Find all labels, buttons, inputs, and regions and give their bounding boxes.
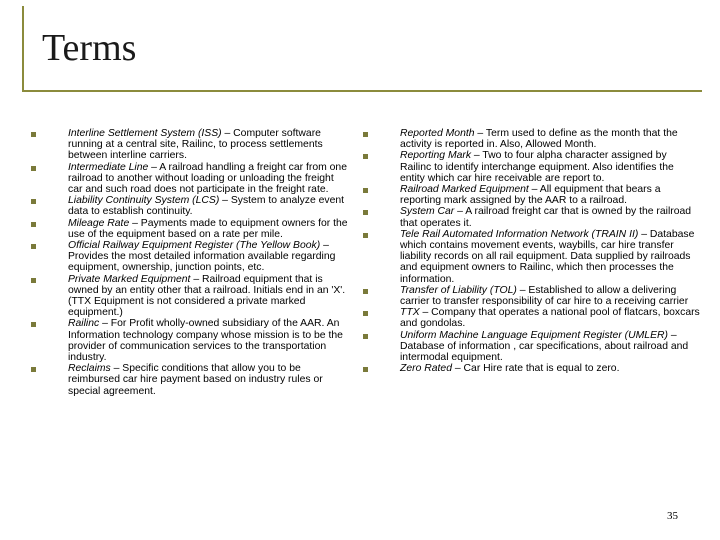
square-bullet-icon: [360, 285, 400, 307]
term-name: Mileage Rate: [68, 217, 130, 229]
term-definition: – For Profit wholly-owned subsidiary of the AAR. An Information technology company whose mission is to be the provider of communication services to the transportation industry.: [68, 318, 343, 364]
term-name: Zero Rated: [400, 363, 452, 375]
term-name: TTX: [400, 307, 420, 319]
square-bullet-icon: [28, 274, 68, 319]
list-item: [28, 318, 348, 363]
list-item: [28, 240, 348, 274]
term-definition: – Database which contains movement events, waybills, car hire transfer liability records on all rail equipment. Data supplied by railroads and equipment owners to Railinc, which then processes the information.: [400, 228, 695, 285]
square-bullet-icon: [360, 206, 400, 228]
term-name: Reporting Mark: [400, 150, 472, 162]
term-definition: – Specific conditions that allow you to be reimbursed car hire payment based on industry rules or special agreement.: [68, 363, 323, 397]
list-item: [28, 274, 348, 319]
term-name: Liability Continuity System (LCS): [68, 195, 220, 207]
list-item: [360, 206, 700, 228]
term-definition: – A railroad freight car that is owned by the railroad that operates it.: [400, 206, 692, 229]
list-item: [360, 330, 700, 364]
term-name: Reported Month: [400, 128, 475, 139]
list-item: [360, 128, 700, 150]
term-definition: – System to analyze event data to establish continuity.: [68, 195, 345, 218]
slide-frame-vertical-line: [22, 6, 24, 92]
square-bullet-icon: [28, 128, 68, 162]
square-bullet-icon: [360, 150, 400, 184]
term-definition: – Two to four alpha character assigned by Railinc to identify interchange equipment. Also identifies the entity which car hire receivable are report to.: [400, 150, 674, 184]
term-name: Transfer of Liability (TOL): [400, 284, 517, 296]
list-item: [28, 218, 348, 240]
square-bullet-icon: [28, 195, 68, 217]
square-bullet-icon: [360, 184, 400, 206]
term-name: Private Marked Equipment: [68, 273, 191, 285]
list-item: [360, 363, 700, 374]
square-bullet-icon: [28, 162, 68, 196]
list-item: [360, 285, 700, 307]
term-definition: – Computer software running at a central site, Railinc, to process settlements between interline carriers.: [68, 128, 323, 162]
list-item: [360, 307, 700, 329]
term-definition: – Provides the most detailed information available regarding equipment, ownership, junction points, etc.: [68, 240, 336, 274]
term-definition: – Established to allow a delivering carrier to transfer responsibility of car hire to a receiving carrier: [400, 284, 689, 308]
square-bullet-icon: [28, 240, 68, 274]
square-bullet-icon: [360, 330, 400, 364]
list-item: [28, 162, 348, 196]
term-definition: – Database of information , car specifications, about railroad and intermodal equipment.: [400, 329, 689, 364]
term-definition: – All equipment that bears a reporting mark assigned by the AAR to a railroad.: [400, 184, 661, 207]
term-name: Uniform Machine Language Equipment Register (UMLER): [400, 329, 668, 341]
term-definition: – Term used to define as the month that the activity is reported in. Also, Allowed Month.: [400, 128, 678, 151]
square-bullet-icon: [360, 229, 400, 285]
square-bullet-icon: [360, 128, 400, 150]
slide-frame-horizontal-line: [22, 90, 702, 92]
list-item: [28, 195, 348, 217]
term-definition: – Company that operates a national pool of flatcars, boxcars and gondolas.: [400, 307, 700, 330]
term-name: Tele Rail Automated Information Network (TRAIN II): [400, 228, 639, 240]
term-name: Railinc: [68, 318, 100, 330]
term-name: Reclaims: [68, 363, 111, 375]
square-bullet-icon: [28, 363, 68, 397]
term-definition: – Car Hire rate that is equal to zero.: [451, 363, 620, 375]
term-name: System Car: [400, 206, 455, 218]
term-name: Interline Settlement System (ISS): [68, 128, 222, 139]
list-item: [28, 128, 348, 162]
term-name: Intermediate Line: [68, 161, 149, 173]
term-definition: – Payments made to equipment owners for the use of the equipment based on a rate per mile.: [68, 217, 348, 240]
list-item: [360, 229, 700, 285]
right-term-list: [360, 128, 700, 374]
square-bullet-icon: [360, 307, 400, 329]
term-definition: – A railroad handling a freight car from one railroad to another without loading or unloading the freight car and such road does not participate in the freight rate.: [68, 161, 347, 196]
term-name: Official Railway Equipment Register (The Yellow Book): [68, 240, 321, 252]
list-item: [28, 363, 348, 397]
slide-title: Terms: [42, 27, 137, 69]
list-item: [360, 150, 700, 184]
list-item: [360, 184, 700, 206]
left-term-list: [28, 128, 348, 397]
page-number: 35: [667, 510, 678, 522]
square-bullet-icon: [28, 218, 68, 240]
term-definition: – Railroad equipment that is owned by an entity other that a railroad. Initials end in an 'X'. (TTX Equipment is not considered a private marked equipment.): [68, 273, 346, 319]
square-bullet-icon: [360, 363, 400, 374]
square-bullet-icon: [28, 318, 68, 363]
term-name: Railroad Marked Equipment: [400, 184, 529, 196]
